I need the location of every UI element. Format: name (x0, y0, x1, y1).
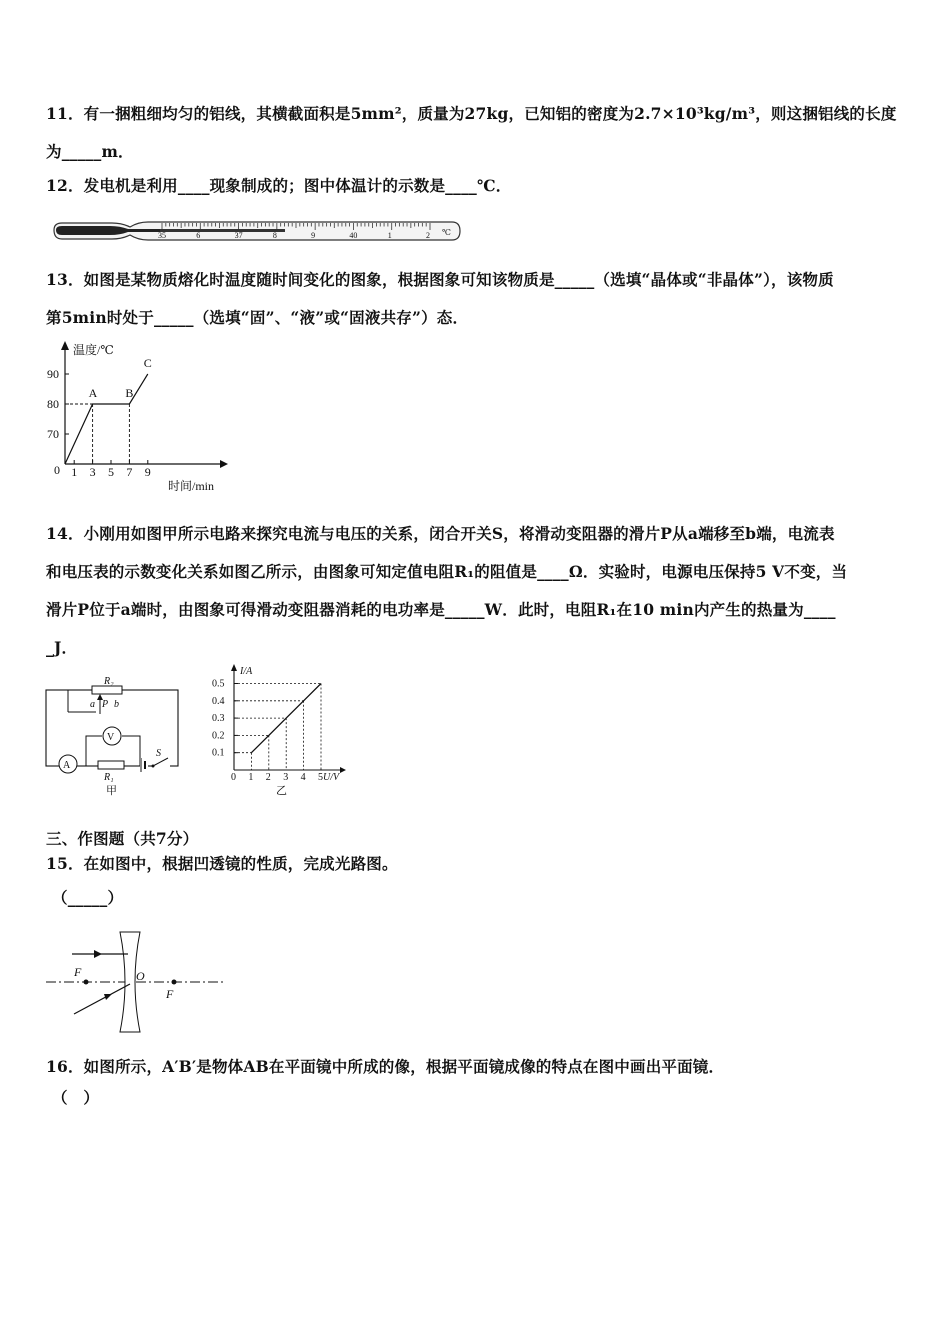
label-f-left: F (74, 965, 82, 979)
iu-x-tick-label: 5 (318, 772, 323, 783)
q13-line1: 13．如图是某物质熔化时温度随时间变化的图象，根据图象可知该物质是_____（选填“晶体或“非晶体”），该物质 (46, 270, 834, 289)
point-label-b: B (125, 386, 134, 400)
x-axis-label: 时间/min (168, 479, 215, 493)
thermo-label: 2 (426, 231, 430, 240)
thermo-label: 35 (158, 231, 166, 240)
q12-line1: 12．发电机是利用____现象制成的；图中体温计的示数是____℃． (46, 176, 512, 195)
q14-line4: _J． (46, 638, 78, 657)
ray-arrow-2 (104, 994, 112, 1000)
y-axis-label: 温度/℃ (73, 343, 114, 357)
q15-line1: 15．在如图中，根据凹透镜的性质，完成光路图。 (46, 854, 398, 873)
thermo-unit: ℃ (442, 228, 451, 237)
iu-chart (206, 662, 356, 802)
x-tick-label: 7 (126, 465, 133, 479)
switch-pivot (152, 765, 155, 768)
x-tick-label: 5 (108, 465, 114, 479)
origin-label: 0 (54, 463, 60, 477)
concave-lens-figure (44, 928, 234, 1038)
iu-x-tick-label: 0 (231, 772, 236, 783)
voltmeter-wire-right (122, 736, 140, 766)
label-r2: R₂ (104, 676, 114, 687)
focus-left (84, 980, 89, 985)
label-r1: R₁ (104, 772, 114, 783)
iu-x-tick-label: 4 (300, 772, 306, 783)
label-o: O (136, 969, 145, 983)
iu-y-tick-label: 0.5 (212, 678, 225, 690)
ray-arrow-1 (94, 950, 102, 958)
thermo-label: 8 (272, 231, 277, 240)
thermometer-figure (50, 210, 462, 250)
mercury-column (160, 229, 285, 232)
y-tick-label: 90 (47, 367, 59, 381)
iu-x-arrow (340, 767, 346, 773)
q14-line2: 和电压表的示数变化关系如图乙所示，由图象可知定值电阻R₁的阻值是____Ω．实验时，电源电压保持5 V不变，当 (46, 562, 848, 581)
q11-line1: 11．有一捆粗细均匀的铝线，其横截面积是5mm²，质量为27kg，已知铝的密度为2.7×10³kg/m³，则这捆铝线的长度 (46, 104, 897, 123)
y-tick-label: 70 (47, 427, 59, 441)
q13-line2: 第5min时处于_____（选填“固”、“液”或“固液共存”）态． (46, 308, 469, 327)
iu-x-tick-label: 3 (283, 772, 289, 783)
series-line (65, 374, 148, 464)
iu-x-tick-label: 1 (248, 772, 254, 783)
iu-y-tick-label: 0.2 (212, 730, 225, 742)
iu-x-tick-label: 2 (265, 772, 271, 783)
caption-yi: 乙 (276, 785, 287, 797)
circuit-figure (40, 670, 190, 800)
iu-y-arrow (231, 664, 237, 671)
iu-y-tick-label: 0.1 (212, 747, 225, 759)
label-b: b (114, 699, 119, 710)
label-a: a (90, 699, 95, 710)
focus-right (172, 980, 177, 985)
iu-x-label: U/V (323, 772, 340, 783)
ammeter-label: A (63, 760, 71, 771)
q16-line2: （ ） (52, 1088, 100, 1107)
caption-jia: 甲 (106, 785, 117, 797)
q15-line2: （_____） (52, 888, 124, 907)
thermo-label: 6 (196, 231, 201, 240)
q14-line1: 14．小刚用如图甲所示电路来探究电流与电压的关系，闭合开关S，将滑动变阻器的滑片P从a端移至b端，电流表 (46, 524, 835, 543)
label-s: S (156, 748, 161, 759)
voltmeter-label: V (107, 732, 115, 743)
resistor-r1 (98, 761, 124, 769)
q14-line3: 滑片P位于a端时，由图象可得滑动变阻器消耗的电功率是_____W．此时，电阻R₁在10 min内产生的热量为____ (46, 600, 836, 619)
iu-y-tick-label: 0.3 (212, 713, 225, 725)
x-axis-arrow (220, 460, 228, 468)
point-label-c: C (143, 356, 152, 370)
section3-heading: 三、作图题（共7分） (46, 829, 199, 848)
q16-line1: 16．如图所示，A′B′是物体AB在平面镜中所成的像，根据平面镜成像的特点在图中画出平面镜． (46, 1057, 725, 1076)
iu-y-label: I/A (240, 666, 253, 677)
rheostat-r2 (92, 686, 122, 694)
label-f-right: F (166, 987, 174, 1001)
point-label-a: A (88, 386, 98, 400)
thermo-label: 1 (387, 231, 392, 240)
thermo-label: 40 (349, 231, 358, 240)
thermo-label: 37 (234, 231, 243, 240)
y-axis-arrow (61, 341, 69, 350)
x-tick-label: 3 (89, 465, 96, 479)
y-tick-label: 80 (47, 397, 59, 411)
x-tick-label: 1 (71, 465, 78, 479)
iu-y-tick-label: 0.4 (212, 695, 225, 707)
melting-chart (40, 336, 240, 496)
q11-line2: 为_____m． (46, 142, 134, 161)
incident-ray-oblique (74, 984, 130, 1014)
thermo-label: 9 (311, 231, 316, 240)
label-p: P (102, 699, 109, 710)
x-tick-label: 9 (144, 465, 151, 479)
